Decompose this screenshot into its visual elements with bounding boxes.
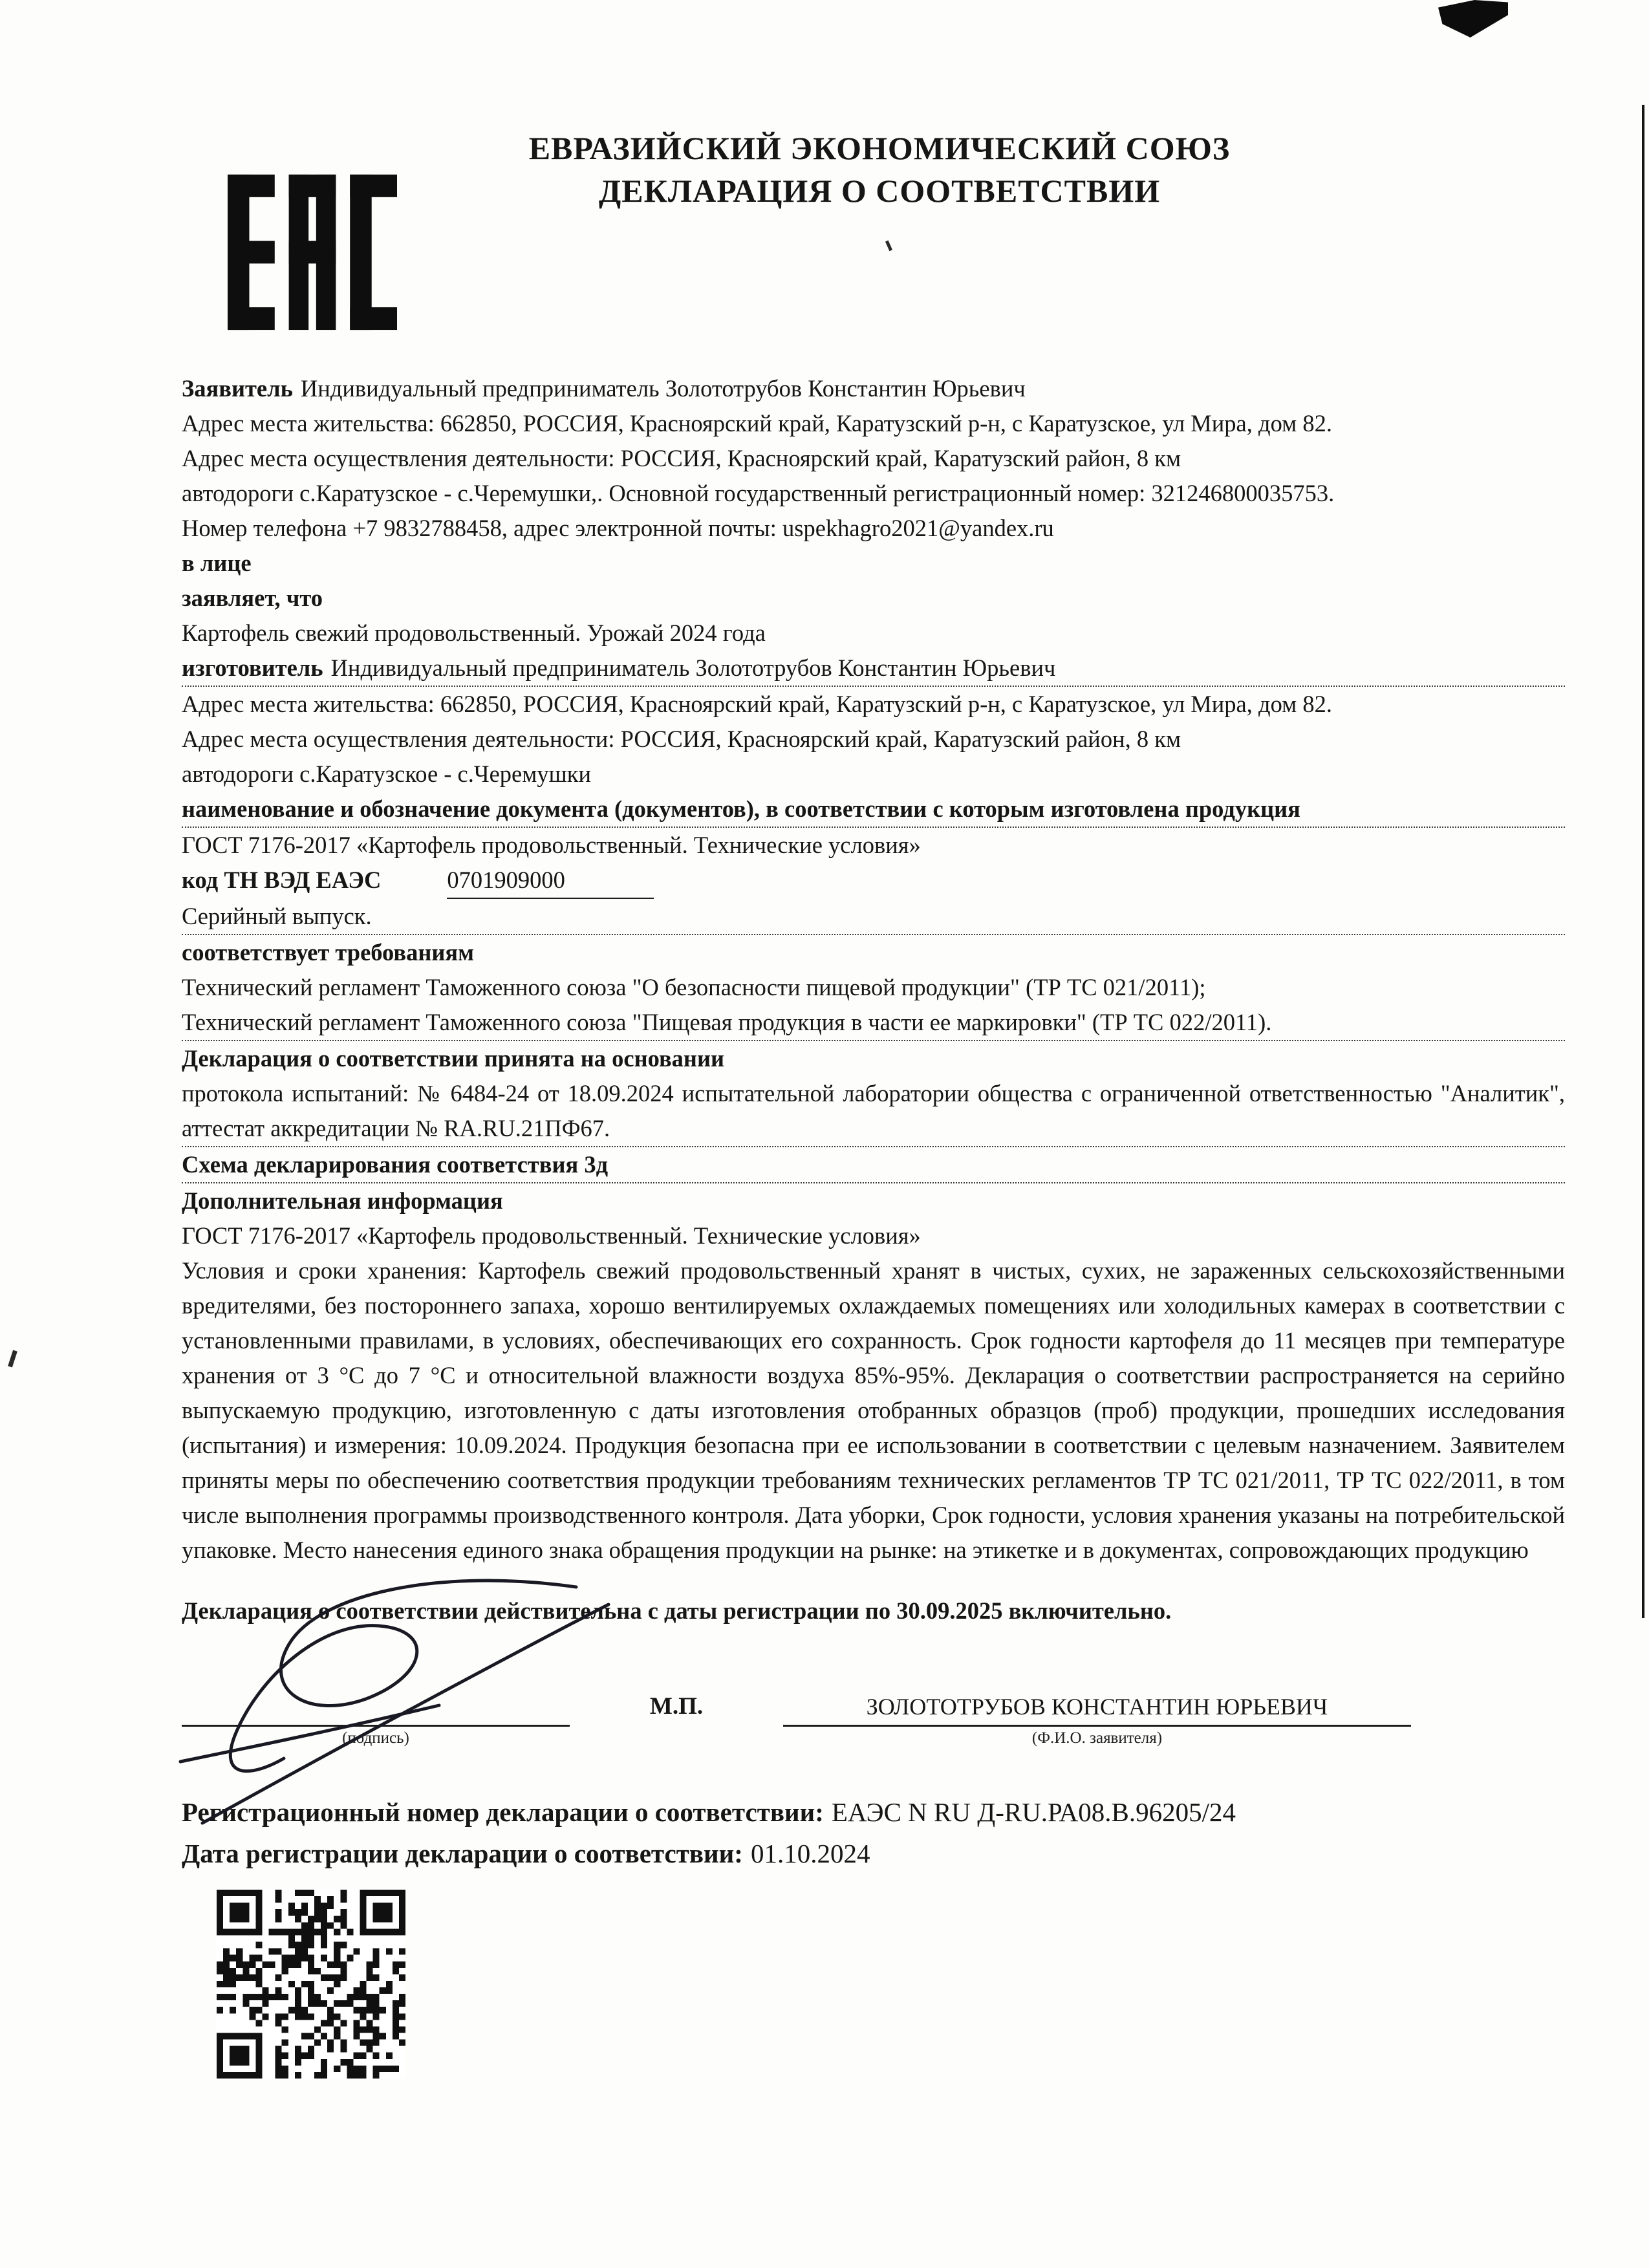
- basis-text: протокола испытаний: № 6484-24 от 18.09.2024 испытательной лаборатории общества с ограниченной ответственностью "Аналитик", аттестат аккредитации № RA.RU.21ПФ67.: [182, 1076, 1565, 1147]
- document-title-line1: ЕВРАЗИЙСКИЙ ЭКОНОМИЧЕСКИЙ СОЮЗ: [528, 130, 1231, 166]
- registration-number-label: Регистрационный номер декларации о соответствии:: [182, 1797, 824, 1827]
- serial-line: Серийный выпуск.: [182, 899, 1565, 935]
- scan-speck: [885, 241, 892, 252]
- applicant-activity-2: автодороги с.Каратузское - с.Черемушки,. Основной государственный регистрационный номер: 321246800035753.: [182, 480, 1335, 506]
- scan-corner-artifact: [1438, 0, 1508, 38]
- document-title: [207, 127, 1552, 212]
- declares-line: заявляет, что: [182, 585, 323, 611]
- doc-header-line: наименование и обозначение документа (документов), в соответствии с которым изготовлена продукция: [182, 792, 1565, 828]
- fio-caption: (Ф.И.О. заявителя): [1031, 1729, 1163, 1747]
- manufacturer-residence: Адрес места жительства: 662850, РОССИЯ, Красноярский край, Каратузский р-н, с Каратузское, ул Мира, дом 82.: [182, 691, 1332, 717]
- basis-header: Декларация о соответствии принята на основании: [182, 1045, 725, 1072]
- registration-number-value: ЕАЭС N RU Д-RU.РА08.В.96205/24: [831, 1797, 1236, 1827]
- compliance-header: соответствует требованиям: [182, 939, 475, 966]
- scheme-line: Схема декларирования соответствия 3д: [182, 1147, 1565, 1183]
- stamp-place-label: М.П.: [649, 1693, 704, 1720]
- registration-date-value: 01.10.2024: [750, 1839, 870, 1868]
- in-person-line: в лице: [182, 550, 252, 576]
- registration-date-line: [182, 1833, 1565, 1874]
- scan-edge-artifact: [1642, 105, 1644, 1618]
- tnved-label: код ТН ВЭД ЕАЭС: [182, 867, 382, 893]
- product-name: Картофель свежий продовольственный. Урожай 2024 года: [182, 620, 766, 646]
- applicant-residence: Адрес места жительства: 662850, РОССИЯ, Красноярский край, Каратузский р-н, с Каратузское, ул Мира, дом 82.: [182, 410, 1332, 437]
- qr-code-block: [217, 1890, 405, 2079]
- qr-code: [217, 1890, 405, 2079]
- applicant-label: Заявитель: [182, 375, 293, 402]
- applicant-fio: ЗОЛОТОТРУБОВ КОНСТАНТИН ЮРЬЕВИЧ: [866, 1694, 1328, 1720]
- signature-block: [182, 1725, 570, 1750]
- applicant-line: [182, 371, 1565, 406]
- registration-date-label: Дата регистрации декларации о соответствии:: [182, 1839, 743, 1868]
- tnved-value: 0701909000: [447, 863, 654, 899]
- validity-line: Декларация о соответствии действительна с даты регистрации по 30.09.2025 включительно.: [182, 1597, 1172, 1624]
- registration-block: [182, 1791, 1565, 1874]
- scan-speck: [8, 1350, 17, 1368]
- compliance-reg1: Технический регламент Таможенного союза "О безопасности пищевой продукции" (ТР ТС 021/2011);: [182, 974, 1206, 1000]
- storage-paragraph: Условия и сроки хранения: Картофель свежий продовольственный хранят в чистых, сухих, не зараженных сельскохозяйственными вредителями, без постороннего запаха, хорошо вентилируемых охлаждаемых помещениях или холодильных камерах в соответствии с установленными правилами, в условиях, обеспечивающих его сохранность. Срок годности картофеля до 11 месяцев при температуре хранения от 3 °С до 7 °С и относительной влажности воздуха 85%-95%. Декларация о соответствии распространяется на серийно выпускаемую продукцию, изготовленную с даты изготовления отобранных образцов (проб) продукции, прошедших исследования (испытания) и измерения: 10.09.2024. Продукция безопасна при ее использовании в соответствии с целевым назначением. Заявителем приняты меры по обеспечению соответствия продукции требованиям технических регламентов ТР ТС 021/2011, ТР ТС 022/2011, в том числе выполнения программы производственного контроля. Дата уборки, Срок годности, условия хранения указаны на потребительской упаковке. Место нанесения единого знака обращения продукции на рынке: на этикетке и в документах, сопровождающих продукцию: [182, 1257, 1565, 1563]
- tnved-line: [182, 863, 1565, 899]
- manufacturer-activity-1: Адрес места осуществления деятельности: РОССИЯ, Красноярский край, Каратузский район, 8 км: [182, 726, 1181, 752]
- manufacturer-activity-2: автодороги с.Каратузское - с.Черемушки: [182, 761, 591, 787]
- document-body: [182, 371, 1565, 2079]
- manufacturer-name: Индивидуальный предприниматель Золототрубов Константин Юрьевич: [330, 654, 1056, 681]
- applicant-name: Индивидуальный предприниматель Золототрубов Константин Юрьевич: [300, 375, 1026, 402]
- registration-number-line: [182, 1791, 1565, 1833]
- additional-gost: ГОСТ 7176-2017 «Картофель продовольственный. Технические условия»: [182, 1222, 921, 1249]
- applicant-phone: Номер телефона +7 9832788458, адрес электронной почты: uspekhagro2021@yandex.ru: [182, 515, 1054, 541]
- compliance-reg2: Технический регламент Таможенного союза "Пищевая продукция в части ее маркировки" (ТР ТС 022/2011).: [182, 1005, 1565, 1041]
- gost-line: ГОСТ 7176-2017 «Картофель продовольственный. Технические условия»: [182, 832, 921, 858]
- document-title-line2: ДЕКЛАРАЦИЯ О СООТВЕТСТВИИ: [598, 173, 1161, 209]
- signature-area: [182, 1689, 1565, 1750]
- applicant-activity-1: Адрес места осуществления деятельности: РОССИЯ, Красноярский край, Каратузский район, 8 км: [182, 445, 1181, 471]
- additional-header: Дополнительная информация: [182, 1187, 503, 1214]
- manufacturer-label: изготовитель: [182, 654, 323, 681]
- signature-caption: (подпись): [342, 1729, 409, 1747]
- fio-block: [783, 1691, 1411, 1750]
- manufacturer-line: [182, 651, 1565, 687]
